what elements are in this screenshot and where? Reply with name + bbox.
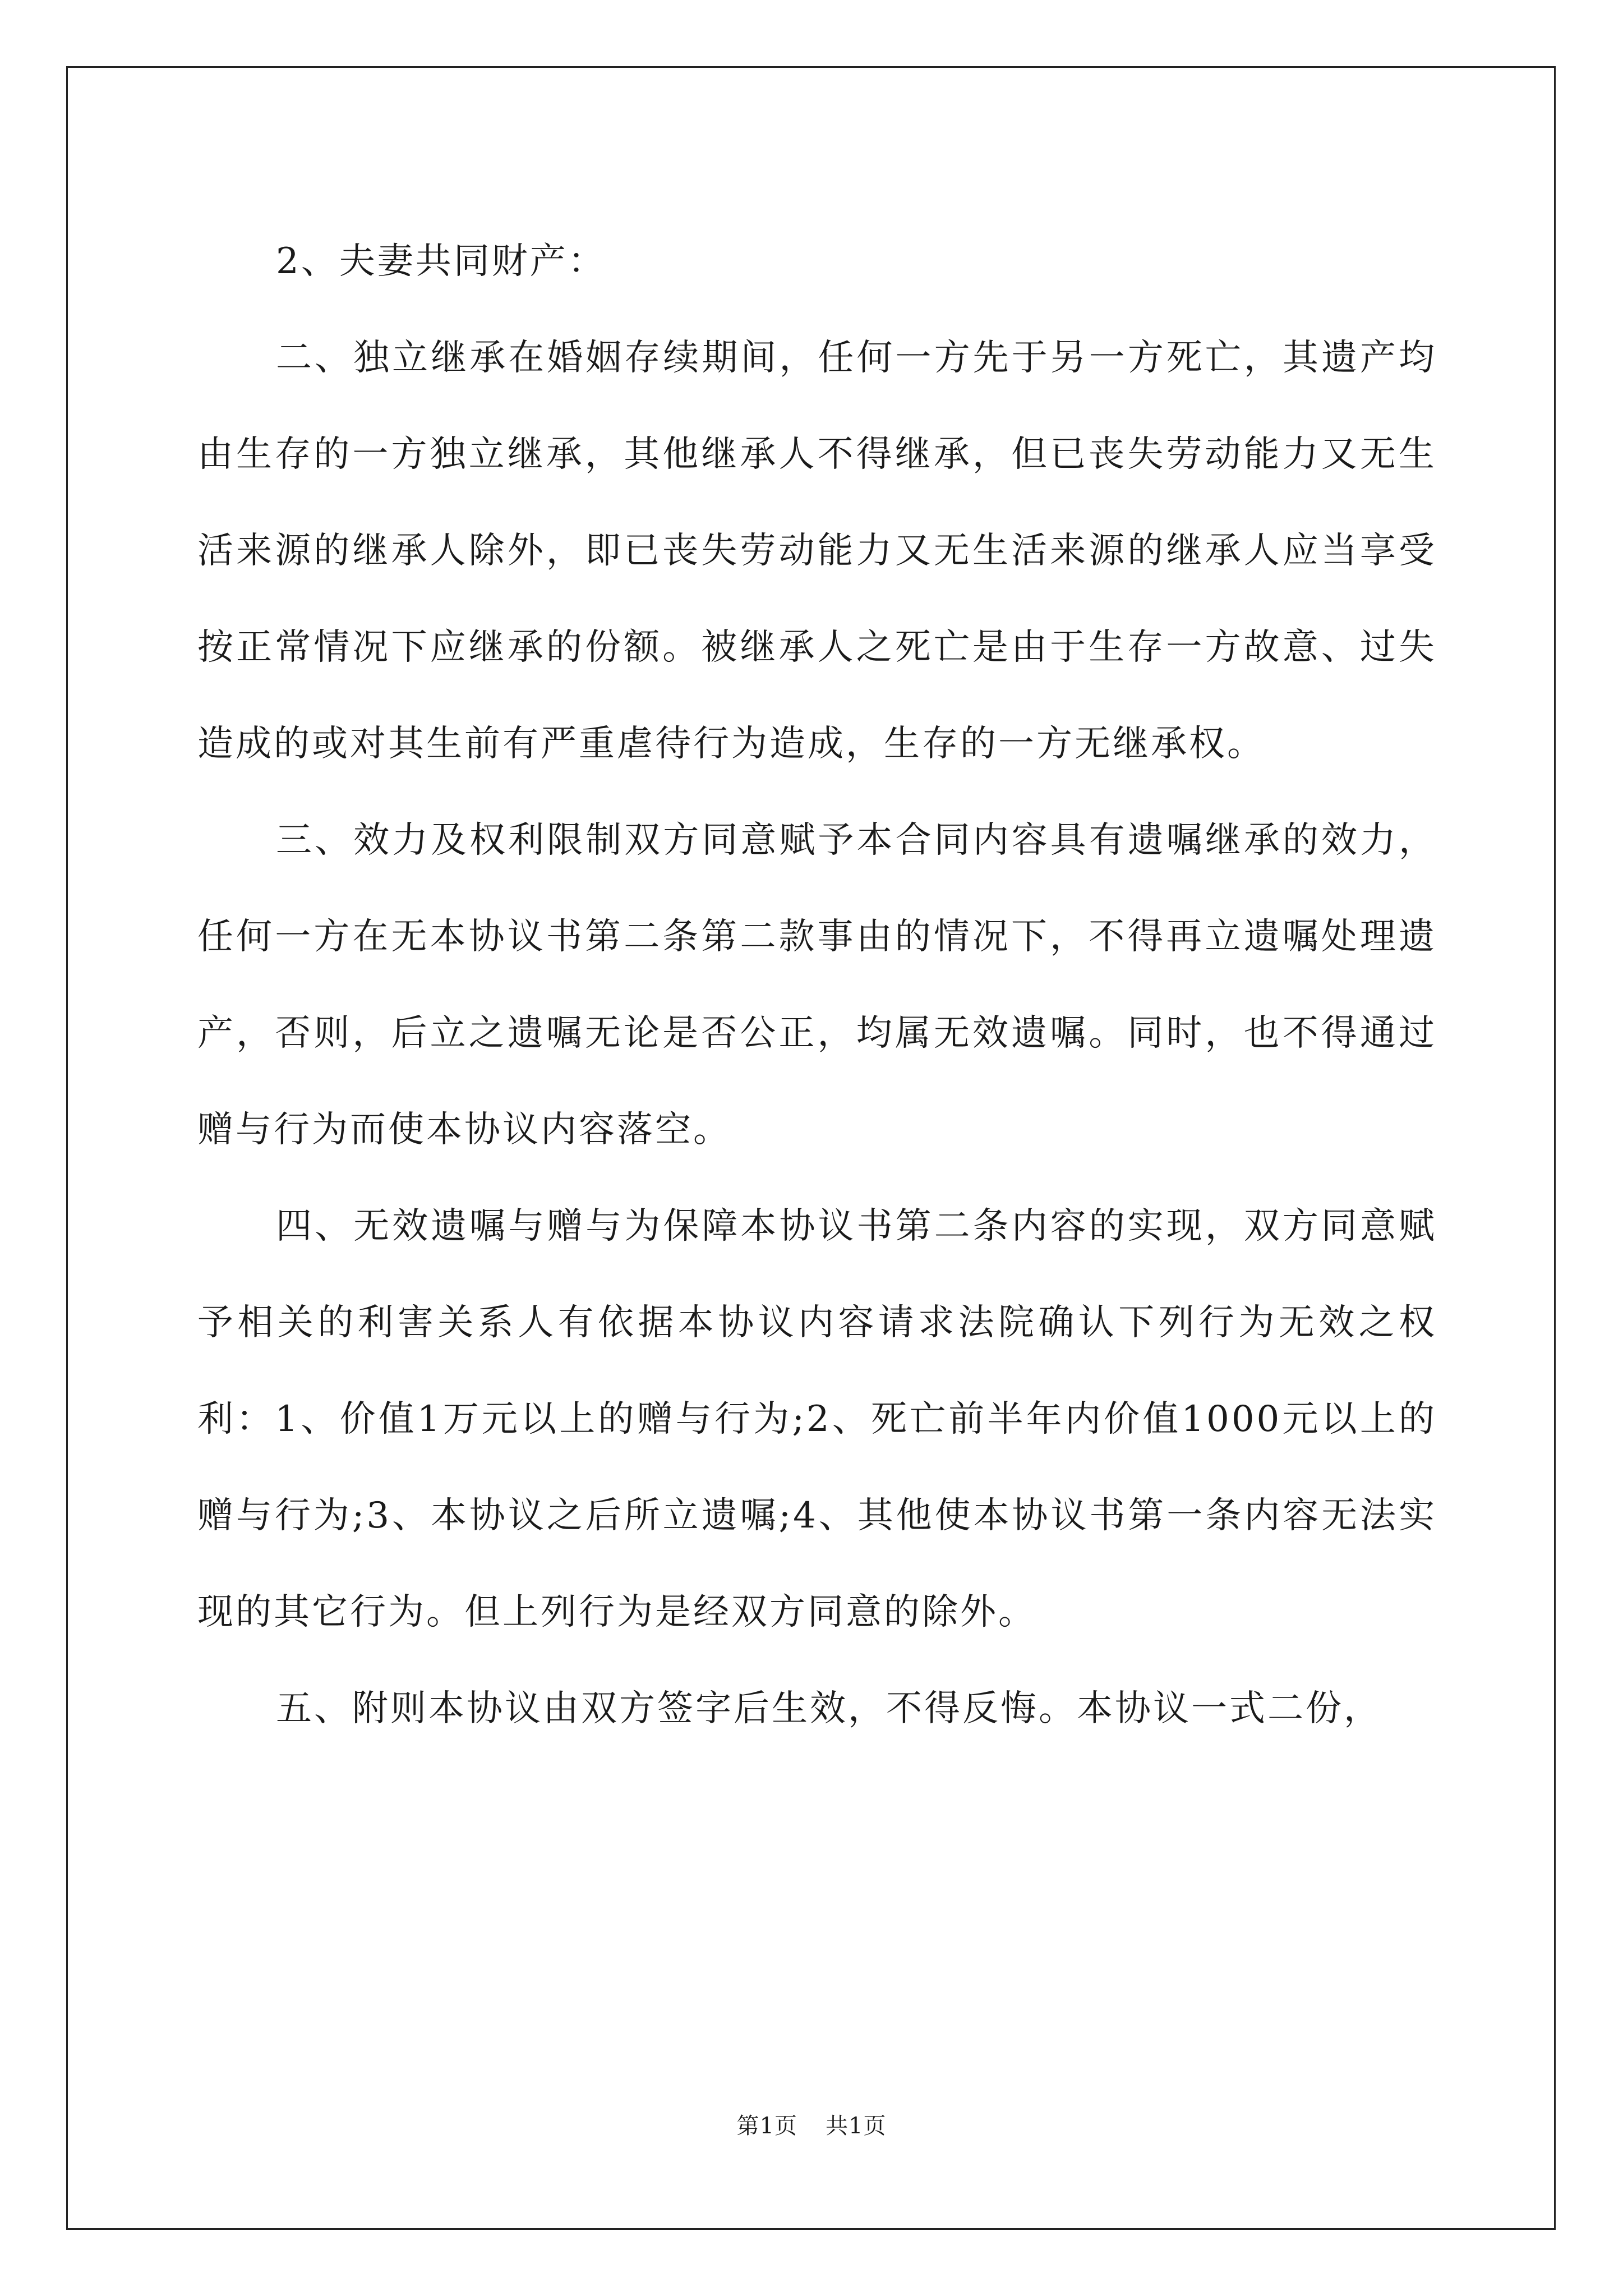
paragraph: 二、独立继承在婚姻存续期间，任何一方先于另一方死亡，其遗产均由生存的一方独立继承，其他继承人不得继承，但已丧失劳动能力又无生活来源的继承人除外，即已丧失劳动能力又无生活来源的继承人应当享受按正常情况下应继承的份额。被继承人之死亡是由于生存一方故意、过失造成的或对其生前有严重虐待行为造成，生存的一方无继承权。 [197, 337, 1437, 765]
paragraph: 三、效力及权利限制双方同意赋予本合同内容具有遗嘱继承的效力，任何一方在无本协议书第二条第二款事由的情况下，不得再立遗嘱处理遗产，否则，后立之遗嘱无论是否公正，均属无效遗嘱。同时，也不得通过赠与行为而使本协议内容落空。 [197, 820, 1437, 1151]
page-number: 第1页 [736, 2113, 797, 2139]
paragraph: 四、无效遗嘱与赠与为保障本协议书第二条内容的实现，双方同意赋予相关的利害关系人有依据本协议内容请求法院确认下列行为无效之权利：1、价值1万元以上的赠与行为;2、死亡前半年内价值1000元以上的赠与行为;3、本协议之后所立遗嘱;4、其他使本协议书第一条内容无法实现的其它行为。但上列行为是经双方同意的除外。 [197, 1205, 1437, 1633]
paragraph: 2、夫妻共同财产： [276, 241, 606, 282]
document-body [197, 213, 1437, 1757]
total-pages: 共1页 [826, 2113, 887, 2139]
page-footer [0, 2112, 1623, 2140]
paragraph: 五、附则本协议由双方签字后生效，不得反悔。本协议一式二份， [276, 1688, 1382, 1729]
